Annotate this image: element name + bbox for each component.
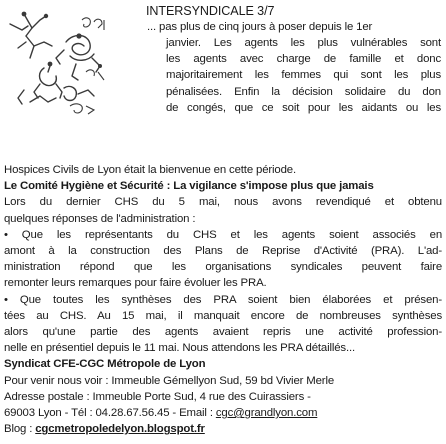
- intro-paragraph: [166, 35, 441, 116]
- contact-phone-email: [4, 405, 442, 421]
- body-line: Hospices Civils de Lyon était la bienvenue en cette période.: [4, 164, 296, 176]
- bullet-line: tées au CHS. Au 15 mai, il manquait encore de nombreuses synthèses: [4, 309, 442, 322]
- contact-blog: [4, 421, 442, 437]
- page-title: INTERSYNDICALE 3/7: [146, 4, 275, 18]
- bullet-line: • Que les représentants du CHS et les agents soient associés en: [4, 228, 442, 241]
- intro-line: pénalisées. Enfin la décision solidaire du don: [166, 85, 441, 98]
- intro-first-line: ... pas plus de cinq jours à poser depuis le 1er: [147, 21, 373, 33]
- intro-column: [123, 3, 441, 116]
- intro-line: les agents avec charge de famille et donc: [166, 53, 441, 66]
- intro-line: de congés, que ce soit pour les aidants ou les: [166, 101, 441, 114]
- chs-heading-text: Le Comité Hygiène et Sécurité : La vigilance s'impose plus que jamais: [4, 180, 374, 193]
- bullet-line: remonter leurs remarques pour faire évoluer les PRA.: [4, 277, 267, 290]
- contact-title-text: Syndicat CFE-CGC Métropole de Lyon: [4, 358, 206, 371]
- bullet-line: alors qu'une partie des agents avaient repris une activité profession-: [4, 326, 442, 338]
- body-line: quelques réponses de l'administration :: [4, 212, 196, 225]
- email-link[interactable]: cgc@grandlyon.com: [215, 407, 318, 419]
- contact-visit: Pour venir nous voir : Immeuble Gémellyon Sud, 59 bd Vivier Merle: [4, 374, 335, 387]
- body-line: Lors du dernier CHS du 5 mai, nous avons revendiqué et obtenu: [4, 196, 442, 209]
- bullet-line: • Que toutes les synthèses des PRA soient bien élaborées et présen-: [4, 293, 442, 306]
- cfe-cgc-logo: [4, 6, 122, 126]
- logo-drawing: [4, 6, 122, 126]
- contact-phone: 69003 Lyon - Tél : 04.28.67.56.45 - Email :: [4, 407, 216, 419]
- blog-label: Blog :: [4, 423, 36, 436]
- bullet-line: nelle en présentiel depuis le 11 mai. Nous attendons les PRA détaillés...: [4, 342, 356, 355]
- contact-title: [4, 356, 442, 372]
- bullet-line: amont à la construction des Plans de Reprise d'Activité (PRA). L'ad-: [4, 245, 442, 257]
- contact-address: Adresse postale : Immeuble Porte Sud, 4 rue des Cuirassiers -: [4, 390, 311, 403]
- intro-line: majoritairement les femmes qui sont les plus: [166, 69, 441, 82]
- logo-caption: [14, 124, 114, 132]
- intro-line: janvier. Les agents les plus vulnérables sont: [166, 37, 441, 50]
- blog-link[interactable]: cgcmetropoledelyon.blogspot.fr: [35, 423, 205, 436]
- bullet-line: ministration répond que les organisations syndicales peuvent faire: [4, 261, 442, 274]
- chs-heading: [4, 178, 442, 194]
